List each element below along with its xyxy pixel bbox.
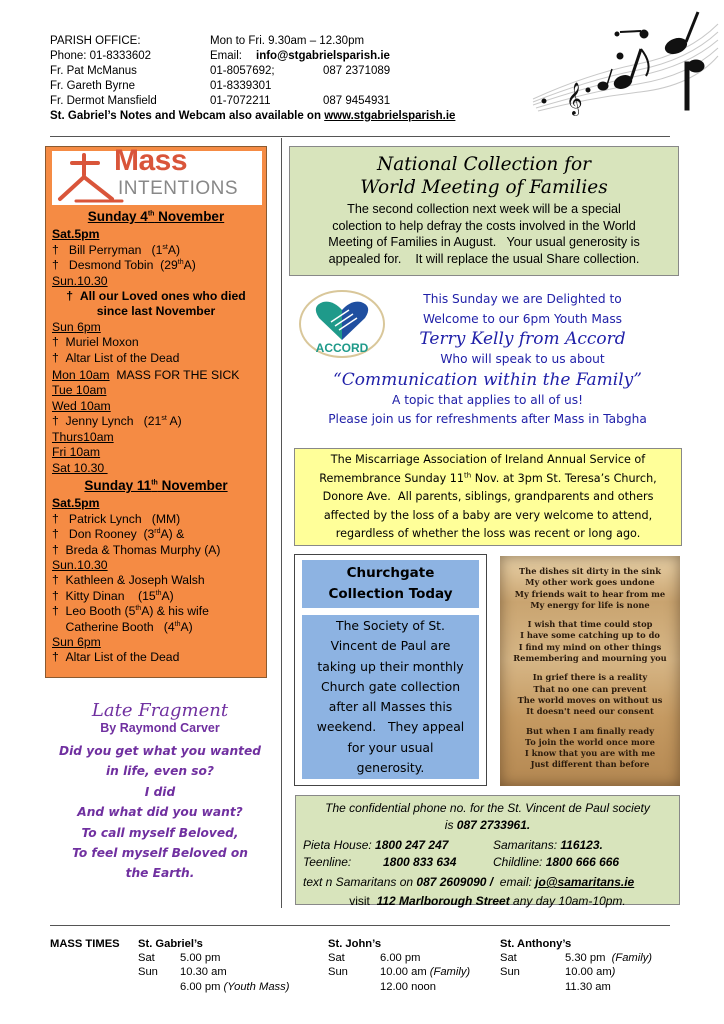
header-row-priest xyxy=(50,64,530,79)
mass-time-label: Sun 6pm xyxy=(52,319,101,334)
mass-time-label: Sun.10.30 xyxy=(52,557,108,572)
poem-stanza: I wish that time could stop I have some catching up to do I find my mind on other things Remembering and mourning you xyxy=(513,619,667,664)
youth-line: Welcome to our 6pm Youth Mass xyxy=(422,311,623,326)
poem-stanza: The dishes sit dirty in the sink My other work goes undone My friends wait to hear from me My energy for life is none xyxy=(514,566,666,610)
poem-stanza: But when I am finally ready To join the world once more I know that you are with me Just different than before xyxy=(524,725,656,770)
priest-name: Fr. Dermot Mansfield xyxy=(50,95,157,107)
churchgate-collection-notice xyxy=(294,554,487,786)
poem-stanza: In grief there is a reality That no one can prevent The world moves on without us It doesn't need our consent xyxy=(517,672,663,717)
intention-item: † Desmond Tobin (29thA) xyxy=(52,258,196,273)
poem-line: To feel myself Beloved on xyxy=(72,846,248,861)
intention-item: † Leo Booth (5thA) & his wife xyxy=(52,604,209,619)
teenline-phone: 1800 833 634 xyxy=(383,855,457,869)
intention-item: Catherine Booth (4thA) xyxy=(52,619,193,634)
notice-line: regardless of whether the loss was recent or long ago. xyxy=(335,527,641,541)
priest-landline: 01-8339301 xyxy=(210,80,272,92)
website-link[interactable]: www.stgabrielsparish.ie xyxy=(324,110,456,122)
svg-text:𝄞: 𝄞 xyxy=(566,82,583,115)
mass-intentions-logo xyxy=(52,144,262,205)
mass-time-label: Sat.5pm xyxy=(52,227,100,242)
poem-line: in life, even so? xyxy=(106,764,214,779)
mass-intentions-panel xyxy=(45,146,267,678)
helpline-row: Teenline: 1800 833 634 Childline: 1800 666 666 xyxy=(303,855,620,869)
intention-item: † Don Rooney (3rdA) & xyxy=(52,527,185,542)
svp-phone: 087 2733961. xyxy=(456,818,531,832)
church-name: St. Anthony’s xyxy=(500,938,572,950)
intention-item: † Patrick Lynch (MM) xyxy=(52,511,181,526)
church-name: St. John’s xyxy=(328,938,382,950)
svp-number-line: is 087 2733961. xyxy=(444,818,531,832)
miscarriage-association-notice xyxy=(294,448,682,546)
email-label: Email: xyxy=(210,50,242,62)
youth-line: Who will speak to us about xyxy=(440,352,605,366)
helplines-notice xyxy=(295,795,680,908)
webcam-note-text: St. Gabriel’s Notes and Webcam also available on xyxy=(50,110,325,122)
priest-name: Fr. Gareth Byrne xyxy=(50,80,136,92)
mass-time-label: Mon 10am MASS FOR THE SICK xyxy=(52,368,240,383)
header-row-priest xyxy=(50,79,530,94)
column-divider xyxy=(281,138,282,908)
mass-time-label: Sat 10.30 xyxy=(52,460,108,475)
intention-item: † Bill Perryman (1stA) xyxy=(52,242,181,257)
notice-line: affected by the loss of a baby are very welcome to attend, xyxy=(323,508,653,522)
logo-intentions-text: INTENTIONS xyxy=(118,178,239,199)
priest-name: Fr. Pat McManus xyxy=(50,65,137,77)
late-fragment-poem xyxy=(40,700,280,884)
intention-item: † Jenny Lynch (21st A) xyxy=(52,414,182,429)
intention-item: † Altar List of the Dead xyxy=(52,350,180,365)
talk-topic: “Communication within the Family” xyxy=(333,369,642,390)
intention-item: † Kathleen & Joseph Walsh xyxy=(52,573,205,588)
mass-time-label: Sun.10.30 xyxy=(52,273,108,288)
music-notes-icon xyxy=(528,4,720,124)
week-heading: Sunday 11th November xyxy=(84,477,228,493)
mass-time-label: Thurs10am xyxy=(52,429,114,444)
parish-office-header xyxy=(50,34,530,124)
poem-line: the Earth. xyxy=(125,866,195,881)
youth-line: Please join us for refreshments after Mass in Tabgha xyxy=(328,412,647,426)
youth-line: A topic that applies to all of us! xyxy=(391,392,583,407)
notice-title: National Collection for World Meeting of Families xyxy=(360,154,608,198)
webcam-note xyxy=(50,109,530,124)
mass-time-label: Sat.5pm xyxy=(52,496,100,511)
childline-phone: 1800 666 666 xyxy=(545,855,620,869)
priest-mobile: 087 9454931 xyxy=(323,95,391,107)
helpline-row: Pieta House: 1800 247 247 Samaritans: 116123. xyxy=(303,838,603,852)
mass-time-label: Wed 10am xyxy=(52,398,111,413)
national-collection-notice xyxy=(289,146,679,276)
mass-time-label: Sun 6pm xyxy=(52,634,101,649)
youth-mass-notice xyxy=(290,290,685,430)
office-hours: Mon to Fri. 9.30am – 12.30pm xyxy=(210,35,365,47)
mass-times-label: MASS TIMES xyxy=(50,938,120,950)
notice-line: Remembrance Sunday 11th Nov. at 3pm St. Teresa’s Church, xyxy=(319,470,657,485)
poem-line: I did xyxy=(144,784,176,799)
priest-landline: 01-7072211 xyxy=(210,95,271,107)
footer-divider xyxy=(50,925,670,926)
header-row-phone xyxy=(50,49,530,64)
poem-author: By Raymond Carver xyxy=(100,721,220,735)
church-schedule: St. John’s Sat 6.00 pm Sun 10.00 am (Family) 12.00 noon xyxy=(328,937,498,994)
mass-time-label: Fri 10am xyxy=(52,445,101,460)
churchgate-body: The Society of St. Vincent de Paul are taking up their monthly Church gate collection after all Masses this weekend. They appeal for your usual generosity. xyxy=(302,615,479,779)
church-schedule: St. Gabriel’s Sat 5.00 pm Sun 10.30 am 6.00 pm (Youth Mass) xyxy=(138,937,318,994)
header-row-priest xyxy=(50,94,530,109)
youth-line: This Sunday we are Delighted to xyxy=(423,292,622,306)
office-email-link[interactable]: info@stgabrielsparish.ie xyxy=(256,50,390,62)
intention-item: † Breda & Thomas Murphy (A) xyxy=(52,542,221,557)
week-heading: Sunday 4th November xyxy=(87,209,225,224)
intention-item: † Muriel Moxon xyxy=(52,335,139,350)
notice-line: The Miscarriage Association of Ireland Annual Service of xyxy=(330,453,646,466)
header-divider xyxy=(50,136,670,137)
text-samaritans-line: text n Samaritans on 087 2609090 / email: jo@samaritans.ie xyxy=(303,875,635,889)
svp-line: The confidential phone no. for the St. Vincent de Paul society xyxy=(325,801,650,815)
poem-line: To call myself Beloved, xyxy=(81,825,239,840)
grief-poem-image xyxy=(500,556,680,786)
priest-landline: 01-8057692; xyxy=(210,65,275,77)
poem-line: And what did you want? xyxy=(77,805,243,820)
svg-text:ACCORD: ACCORD xyxy=(315,341,369,355)
intention-item: † Altar List of the Dead xyxy=(52,650,180,665)
mass-time-label: Tue 10am xyxy=(52,383,107,398)
speaker-name: Terry Kelly from Accord xyxy=(419,329,626,349)
intention-item: † All our Loved ones who died since last November xyxy=(66,289,246,319)
notice-body: The second collection next week will be a special colection to help defray the costs involved in the World Meeting of Families in August. Your usual generosity is appealed for. It will replace the usual Share collection. xyxy=(328,202,640,266)
samaritans-email-link[interactable]: jo@samaritans.ie xyxy=(535,875,635,889)
office-label: PARISH OFFICE: xyxy=(50,35,141,47)
visit-line: visit 112 Marlborough Street any day 10am-10pm. xyxy=(349,894,626,908)
header-row-office xyxy=(50,34,530,49)
church-name: St. Gabriel’s xyxy=(138,938,203,950)
intention-item: † Kitty Dinan (15thA) xyxy=(52,588,174,603)
churchgate-heading: Churchgate Collection Today xyxy=(302,560,479,608)
notice-line: Donore Ave. All parents, siblings, grandparents and others xyxy=(322,490,654,504)
office-phone: Phone: 01-8333602 xyxy=(50,50,152,62)
poem-title: Late Fragment xyxy=(91,700,229,721)
church-schedule: St. Anthony’s Sat 5.30 pm (Family) Sun 10.00 am) 11.30 am xyxy=(500,937,690,994)
samaritans-phone: 116123. xyxy=(560,838,603,852)
poem-lines xyxy=(40,741,280,884)
priest-mobile: 087 2371089 xyxy=(323,65,391,77)
pieta-phone: 1800 247 247 xyxy=(375,838,449,852)
logo-mass-text: Mass xyxy=(114,144,188,177)
poem-line: Did you get what you wanted xyxy=(59,744,261,758)
